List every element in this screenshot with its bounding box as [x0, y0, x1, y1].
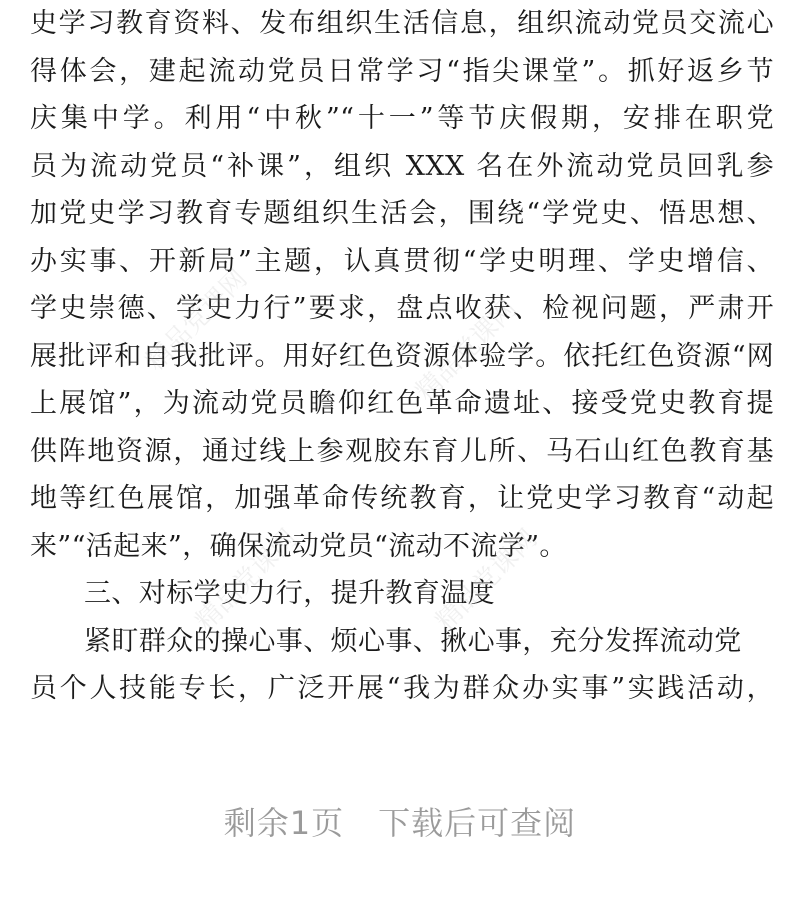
text-line-7: 学史崇德、学史力行”要求，盘点收获、检视问题，严肃开: [30, 293, 774, 324]
text-line-2: 得体会，建起流动党员日常学习“指尖课堂”。抓好返乡节: [30, 55, 774, 87]
download-to-view-link[interactable]: 下载后可查阅: [378, 804, 577, 842]
text-line-12: 来”“活起来”，确保流动党员“流动不流学”。: [30, 530, 567, 562]
section-heading: 三、对标学史力行，提升教育温度: [84, 578, 495, 609]
download-prompt[interactable]: [0, 798, 800, 844]
text-line-8: 展批评和自我批评。用好红色资源体验学。依托红色资源“网: [30, 340, 774, 372]
text-line-15: 员个人技能专长，广泛开展“我为群众办实事”实践活动，: [30, 673, 774, 704]
document-body: [30, 0, 774, 713]
text-line-11: 地等红色展馆，加强革命传统教育，让党史学习教育“动起: [30, 483, 774, 514]
text-line-4: 员为流动党员“补课”，组织 XXX 名在外流动党员回乳参: [30, 150, 774, 182]
text-line-3: 庆集中学。利用“中秋”“十一”等节庆假期，安排在职党: [30, 103, 774, 134]
watermark: 精品党课网: [410, 293, 524, 407]
remaining-pages-text[interactable]: 剩余1页: [223, 804, 345, 842]
watermark: 精品党课网: [430, 523, 544, 637]
text-line-6: 办实事、开新局”主题，认真贯彻“学史明理、学史增信、: [30, 245, 774, 277]
text-line-9: 上展馆”，为流动党员瞻仰红色革命遗址、接受党史教育提: [30, 388, 774, 419]
text-line-5: 加党史学习教育专题组织生活会，围绕“学党史、悟思想、: [30, 198, 774, 229]
text-line-10: 供阵地资源，通过线上参观胶东育儿所、马石山红色教育基: [30, 435, 774, 467]
text-line-1: 史学习教育资料、发布组织生活信息，组织流动党员交流心: [30, 8, 774, 39]
watermark: 精品党课网: [140, 263, 254, 377]
watermark: 精品党课网: [190, 523, 304, 637]
text-line-14: 紧盯群众的操心事、烦心事、揪心事，充分发挥流动党: [84, 625, 742, 657]
